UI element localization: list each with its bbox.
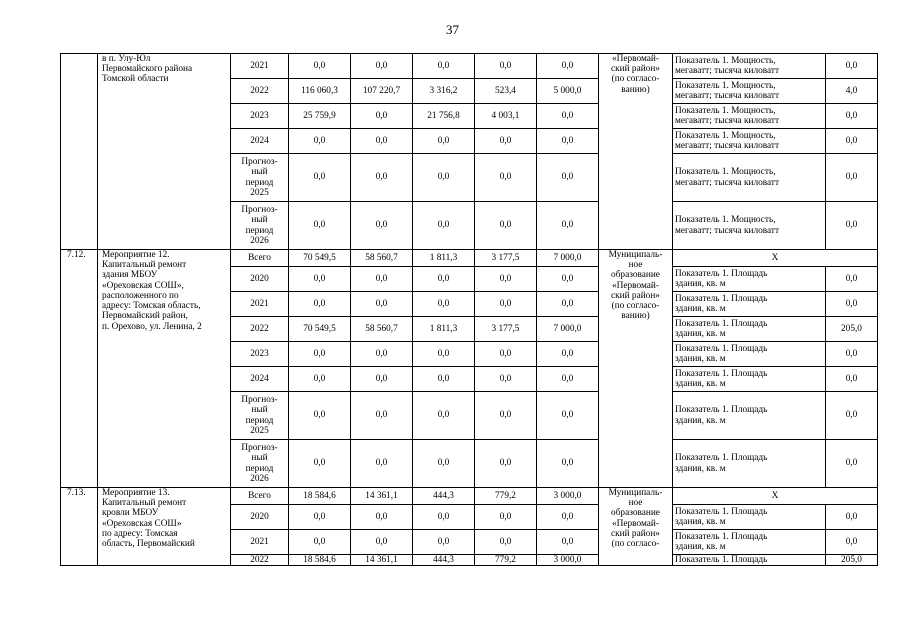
- executor-cell: [599, 488, 673, 566]
- amount-cell: 0,0: [289, 530, 351, 555]
- text-line: «Первомай-: [612, 280, 659, 291]
- text-line: Показатель 1. Мощность,: [675, 167, 776, 178]
- text-line: Муниципаль-: [608, 488, 663, 498]
- amount-cell: 0,0: [289, 505, 351, 530]
- text-line: 2020: [250, 511, 269, 522]
- indicator-name: [673, 555, 826, 566]
- amount-cell: 0,0: [537, 342, 599, 367]
- amount-cell: 107 220,7: [351, 79, 413, 104]
- text-line: мегаватт; тысяча киловатт: [675, 177, 780, 188]
- text-line: здания, кв. м: [675, 415, 726, 426]
- text-line: здания, кв. м: [675, 329, 726, 339]
- amount-cell: 0,0: [351, 367, 413, 392]
- text-line: 2026: [250, 235, 269, 246]
- period-cell: [231, 488, 289, 505]
- text-line: Капитальный ремонт: [102, 260, 187, 271]
- indicator-name: [673, 392, 826, 440]
- period-cell: [231, 505, 289, 530]
- page-number: 37: [446, 22, 459, 37]
- text-line: здания, кв. м: [675, 304, 726, 314]
- text-line: Показатель 1. Мощность,: [675, 215, 776, 226]
- indicator-name: [673, 79, 826, 104]
- period-cell: [231, 555, 289, 566]
- text-line: мегаватт; тысяча киловатт: [675, 91, 780, 101]
- program-table: [60, 53, 878, 566]
- amount-cell: 0,0: [413, 530, 475, 555]
- period-cell: [231, 317, 289, 342]
- text-line: Томской области: [102, 74, 169, 85]
- amount-cell: 0,0: [537, 267, 599, 292]
- text-line: ванию): [621, 84, 650, 95]
- text-line: период: [245, 415, 274, 426]
- period-cell: [231, 292, 289, 317]
- text-line: 2024: [250, 373, 269, 384]
- text-line: «Ореховская СОШ»,: [102, 280, 184, 291]
- text-line: мегаватт; тысяча киловатт: [675, 116, 780, 126]
- amount-cell: 0,0: [351, 104, 413, 129]
- amount-cell: 0,0: [413, 154, 475, 202]
- amount-cell: 0,0: [413, 202, 475, 250]
- text-line: Капитальный ремонт: [102, 498, 187, 509]
- amount-cell: 21 756,8: [413, 104, 475, 129]
- item-number: [61, 54, 98, 250]
- amount-cell: 4 003,1: [475, 104, 537, 129]
- indicator-name: [673, 202, 826, 250]
- indicator-name: [673, 154, 826, 202]
- table-body: [61, 54, 878, 566]
- amount-cell: 18 584,6: [289, 555, 351, 566]
- indicator-x-cell: X: [673, 488, 878, 505]
- amount-cell: 0,0: [413, 129, 475, 154]
- indicator-name: [673, 530, 826, 555]
- amount-cell: 0,0: [289, 54, 351, 79]
- amount-cell: 0,0: [413, 292, 475, 317]
- amount-cell: 0,0: [537, 129, 599, 154]
- period-cell: [231, 440, 289, 488]
- indicator-value: 205,0: [826, 317, 878, 342]
- text-line: Показатель 1. Мощность,: [675, 55, 776, 66]
- amount-cell: 779,2: [475, 488, 537, 505]
- text-line: 2023: [250, 110, 269, 121]
- period-cell: [231, 367, 289, 392]
- text-line: здания, кв. м: [675, 354, 726, 364]
- amount-cell: 0,0: [351, 267, 413, 292]
- text-line: п. Орехово, ул. Ленина, 2: [102, 321, 202, 332]
- amount-cell: 523,4: [475, 79, 537, 104]
- amount-cell: 0,0: [475, 267, 537, 292]
- text-line: Всего: [248, 490, 271, 501]
- text-line: 2020: [250, 273, 269, 284]
- text-line: 2022: [250, 555, 269, 565]
- indicator-value: 4,0: [826, 79, 878, 104]
- text-line: период: [245, 177, 274, 188]
- text-line: ский район»: [611, 290, 660, 301]
- text-line: ный: [251, 405, 268, 416]
- amount-cell: 14 361,1: [351, 555, 413, 566]
- amount-cell: 0,0: [413, 54, 475, 79]
- text-line: Показатель 1. Площадь: [675, 506, 768, 517]
- text-line: ский район»: [611, 528, 660, 539]
- text-line: ное: [628, 260, 643, 271]
- text-line: ное: [628, 498, 643, 509]
- text-line: Мероприятие 13.: [102, 488, 170, 498]
- indicator-value: 0,0: [826, 104, 878, 129]
- amount-cell: 0,0: [475, 505, 537, 530]
- text-line: 2025: [250, 425, 269, 436]
- amount-cell: 58 560,7: [351, 250, 413, 267]
- amount-cell: 7 000,0: [537, 250, 599, 267]
- indicator-value: 0,0: [826, 342, 878, 367]
- period-cell: [231, 79, 289, 104]
- indicator-name: [673, 342, 826, 367]
- amount-cell: 3 000,0: [537, 488, 599, 505]
- amount-cell: 25 759,9: [289, 104, 351, 129]
- amount-cell: 0,0: [351, 440, 413, 488]
- amount-cell: 444,3: [413, 555, 475, 566]
- amount-cell: 0,0: [289, 392, 351, 440]
- text-line: Прогноз-: [241, 442, 278, 453]
- indicator-name: [673, 104, 826, 129]
- indicator-value: 0,0: [826, 530, 878, 555]
- indicator-name: [673, 440, 826, 488]
- indicator-value: 0,0: [826, 440, 878, 488]
- indicator-name: [673, 367, 826, 392]
- amount-cell: 0,0: [289, 292, 351, 317]
- period-cell: [231, 392, 289, 440]
- amount-cell: 444,3: [413, 488, 475, 505]
- text-line: расположенного по: [102, 290, 179, 301]
- indicator-value: 0,0: [826, 154, 878, 202]
- amount-cell: 0,0: [475, 392, 537, 440]
- item-description: [98, 488, 231, 566]
- indicator-value: 0,0: [826, 129, 878, 154]
- indicator-value: 0,0: [826, 292, 878, 317]
- amount-cell: 0,0: [475, 54, 537, 79]
- amount-cell: 0,0: [475, 202, 537, 250]
- text-line: по адресу: Томская: [102, 528, 178, 539]
- period-cell: [231, 154, 289, 202]
- text-line: Всего: [248, 252, 271, 263]
- amount-cell: 0,0: [537, 54, 599, 79]
- text-line: здания, кв. м: [675, 279, 726, 289]
- amount-cell: 14 361,1: [351, 488, 413, 505]
- amount-cell: 0,0: [289, 342, 351, 367]
- text-line: «Первомай-: [612, 518, 659, 529]
- amount-cell: 0,0: [537, 292, 599, 317]
- period-cell: [231, 202, 289, 250]
- period-cell: [231, 54, 289, 79]
- amount-cell: 0,0: [351, 129, 413, 154]
- amount-cell: 0,0: [537, 392, 599, 440]
- text-line: Муниципаль-: [608, 250, 663, 260]
- item-number: 7.12.: [61, 250, 98, 488]
- text-line: ный: [251, 215, 268, 226]
- item-number: 7.13.: [61, 488, 98, 566]
- text-line: Показатель 1. Мощность,: [675, 80, 776, 91]
- amount-cell: 0,0: [289, 440, 351, 488]
- executor-cell: [599, 54, 673, 250]
- amount-cell: 58 560,7: [351, 317, 413, 342]
- text-line: в п. Улу-Юл: [102, 54, 151, 64]
- text-line: адресу: Томская область,: [102, 301, 201, 312]
- indicator-value: 0,0: [826, 267, 878, 292]
- amount-cell: 0,0: [351, 54, 413, 79]
- indicator-name: [673, 317, 826, 342]
- amount-cell: 0,0: [475, 129, 537, 154]
- amount-cell: 0,0: [537, 530, 599, 555]
- indicator-name: [673, 292, 826, 317]
- amount-cell: 0,0: [475, 367, 537, 392]
- text-line: «Первомай-: [612, 54, 659, 64]
- amount-cell: 0,0: [351, 530, 413, 555]
- text-line: (по согласо-: [611, 301, 660, 312]
- amount-cell: 0,0: [413, 342, 475, 367]
- text-line: Показатель 1. Мощность,: [675, 105, 776, 116]
- text-line: Прогноз-: [241, 156, 278, 167]
- text-line: здания МБОУ: [102, 270, 158, 281]
- amount-cell: 0,0: [413, 267, 475, 292]
- indicator-name: [673, 54, 826, 79]
- amount-cell: 70 549,5: [289, 317, 351, 342]
- text-line: Показатель 1. Площадь: [675, 405, 768, 416]
- amount-cell: 70 549,5: [289, 250, 351, 267]
- item-description: [98, 54, 231, 250]
- amount-cell: 0,0: [537, 367, 599, 392]
- amount-cell: 0,0: [351, 392, 413, 440]
- table-row: [61, 250, 878, 267]
- amount-cell: 0,0: [537, 505, 599, 530]
- text-line: период: [245, 225, 274, 236]
- amount-cell: 0,0: [289, 202, 351, 250]
- indicator-value: 0,0: [826, 505, 878, 530]
- text-line: область, Первомайский: [102, 539, 195, 550]
- text-line: образование: [611, 270, 660, 281]
- text-line: 2021: [250, 298, 269, 309]
- amount-cell: 18 584,6: [289, 488, 351, 505]
- amount-cell: 0,0: [351, 342, 413, 367]
- text-line: Показатель 1. Площадь: [675, 531, 768, 542]
- amount-cell: 0,0: [351, 202, 413, 250]
- amount-cell: 0,0: [351, 292, 413, 317]
- period-cell: [231, 250, 289, 267]
- text-line: Мероприятие 12.: [102, 250, 170, 260]
- text-line: 2026: [250, 473, 269, 484]
- text-line: образование: [611, 508, 660, 519]
- period-cell: [231, 267, 289, 292]
- text-line: 2023: [250, 348, 269, 359]
- indicator-name: [673, 505, 826, 530]
- amount-cell: 5 000,0: [537, 79, 599, 104]
- text-line: Показатель 1. Площадь: [675, 555, 768, 565]
- period-cell: [231, 530, 289, 555]
- amount-cell: 0,0: [413, 505, 475, 530]
- amount-cell: 0,0: [289, 267, 351, 292]
- text-line: ский район»: [611, 64, 660, 75]
- text-line: «Ореховская СОШ»: [102, 518, 182, 529]
- amount-cell: 0,0: [475, 440, 537, 488]
- text-line: мегаватт; тысяча киловатт: [675, 225, 780, 236]
- text-line: ванию): [621, 311, 650, 322]
- text-line: Показатель 1. Площадь: [675, 293, 768, 304]
- text-line: мегаватт; тысяча киловатт: [675, 141, 780, 151]
- amount-cell: 0,0: [537, 154, 599, 202]
- text-line: 2024: [250, 135, 269, 146]
- amount-cell: 3 177,5: [475, 317, 537, 342]
- amount-cell: 0,0: [537, 202, 599, 250]
- indicator-value: 0,0: [826, 54, 878, 79]
- amount-cell: 3 316,2: [413, 79, 475, 104]
- item-description: [98, 250, 231, 488]
- indicator-x-cell: X: [673, 250, 878, 267]
- amount-cell: 0,0: [351, 505, 413, 530]
- text-line: Показатель 1. Площадь: [675, 343, 768, 354]
- text-line: Показатель 1. Площадь: [675, 368, 768, 379]
- text-line: Показатель 1. Площадь: [675, 453, 768, 464]
- text-line: Показатель 1. Площадь: [675, 318, 768, 329]
- text-line: 2022: [250, 85, 269, 96]
- amount-cell: 0,0: [289, 154, 351, 202]
- indicator-name: [673, 267, 826, 292]
- executor-cell: [599, 250, 673, 488]
- amount-cell: 7 000,0: [537, 317, 599, 342]
- amount-cell: 3 177,5: [475, 250, 537, 267]
- amount-cell: 0,0: [475, 154, 537, 202]
- text-line: здания, кв. м: [675, 463, 726, 474]
- text-line: Прогноз-: [241, 204, 278, 215]
- period-cell: [231, 342, 289, 367]
- text-line: Прогноз-: [241, 394, 278, 405]
- amount-cell: 0,0: [413, 367, 475, 392]
- text-line: мегаватт; тысяча киловатт: [675, 66, 780, 76]
- indicator-value: 0,0: [826, 367, 878, 392]
- amount-cell: 779,2: [475, 555, 537, 566]
- period-cell: [231, 104, 289, 129]
- indicator-value: 205,0: [826, 555, 878, 566]
- text-line: (по согласо-: [611, 539, 660, 550]
- text-line: Первомайского района: [102, 64, 193, 75]
- amount-cell: 0,0: [289, 367, 351, 392]
- amount-cell: 0,0: [537, 104, 599, 129]
- amount-cell: 116 060,3: [289, 79, 351, 104]
- text-line: здания, кв. м: [675, 517, 726, 527]
- indicator-name: [673, 129, 826, 154]
- text-line: Показатель 1. Мощность,: [675, 130, 776, 141]
- text-line: Показатель 1. Площадь: [675, 268, 768, 279]
- text-line: Первомайский район,: [102, 311, 188, 322]
- amount-cell: 1 811,3: [413, 250, 475, 267]
- amount-cell: 1 811,3: [413, 317, 475, 342]
- amount-cell: 0,0: [475, 292, 537, 317]
- text-line: здания, кв. м: [675, 379, 726, 389]
- text-line: кровли МБОУ: [102, 508, 159, 519]
- text-line: (по согласо-: [611, 74, 660, 85]
- amount-cell: 3 000,0: [537, 555, 599, 566]
- text-line: 2021: [250, 536, 269, 547]
- table-row: [61, 488, 878, 505]
- amount-cell: 0,0: [351, 154, 413, 202]
- text-line: 2021: [250, 60, 269, 71]
- text-line: 2025: [250, 187, 269, 198]
- indicator-value: 0,0: [826, 392, 878, 440]
- period-cell: [231, 129, 289, 154]
- text-line: ный: [251, 167, 268, 178]
- amount-cell: 0,0: [289, 129, 351, 154]
- amount-cell: 0,0: [475, 530, 537, 555]
- text-line: 2022: [250, 323, 269, 334]
- text-line: здания, кв. м: [675, 542, 726, 552]
- text-line: ный: [251, 453, 268, 464]
- amount-cell: 0,0: [475, 342, 537, 367]
- amount-cell: 0,0: [413, 392, 475, 440]
- table-row: [61, 54, 878, 79]
- amount-cell: 0,0: [537, 440, 599, 488]
- indicator-value: 0,0: [826, 202, 878, 250]
- amount-cell: 0,0: [413, 440, 475, 488]
- text-line: период: [245, 463, 274, 474]
